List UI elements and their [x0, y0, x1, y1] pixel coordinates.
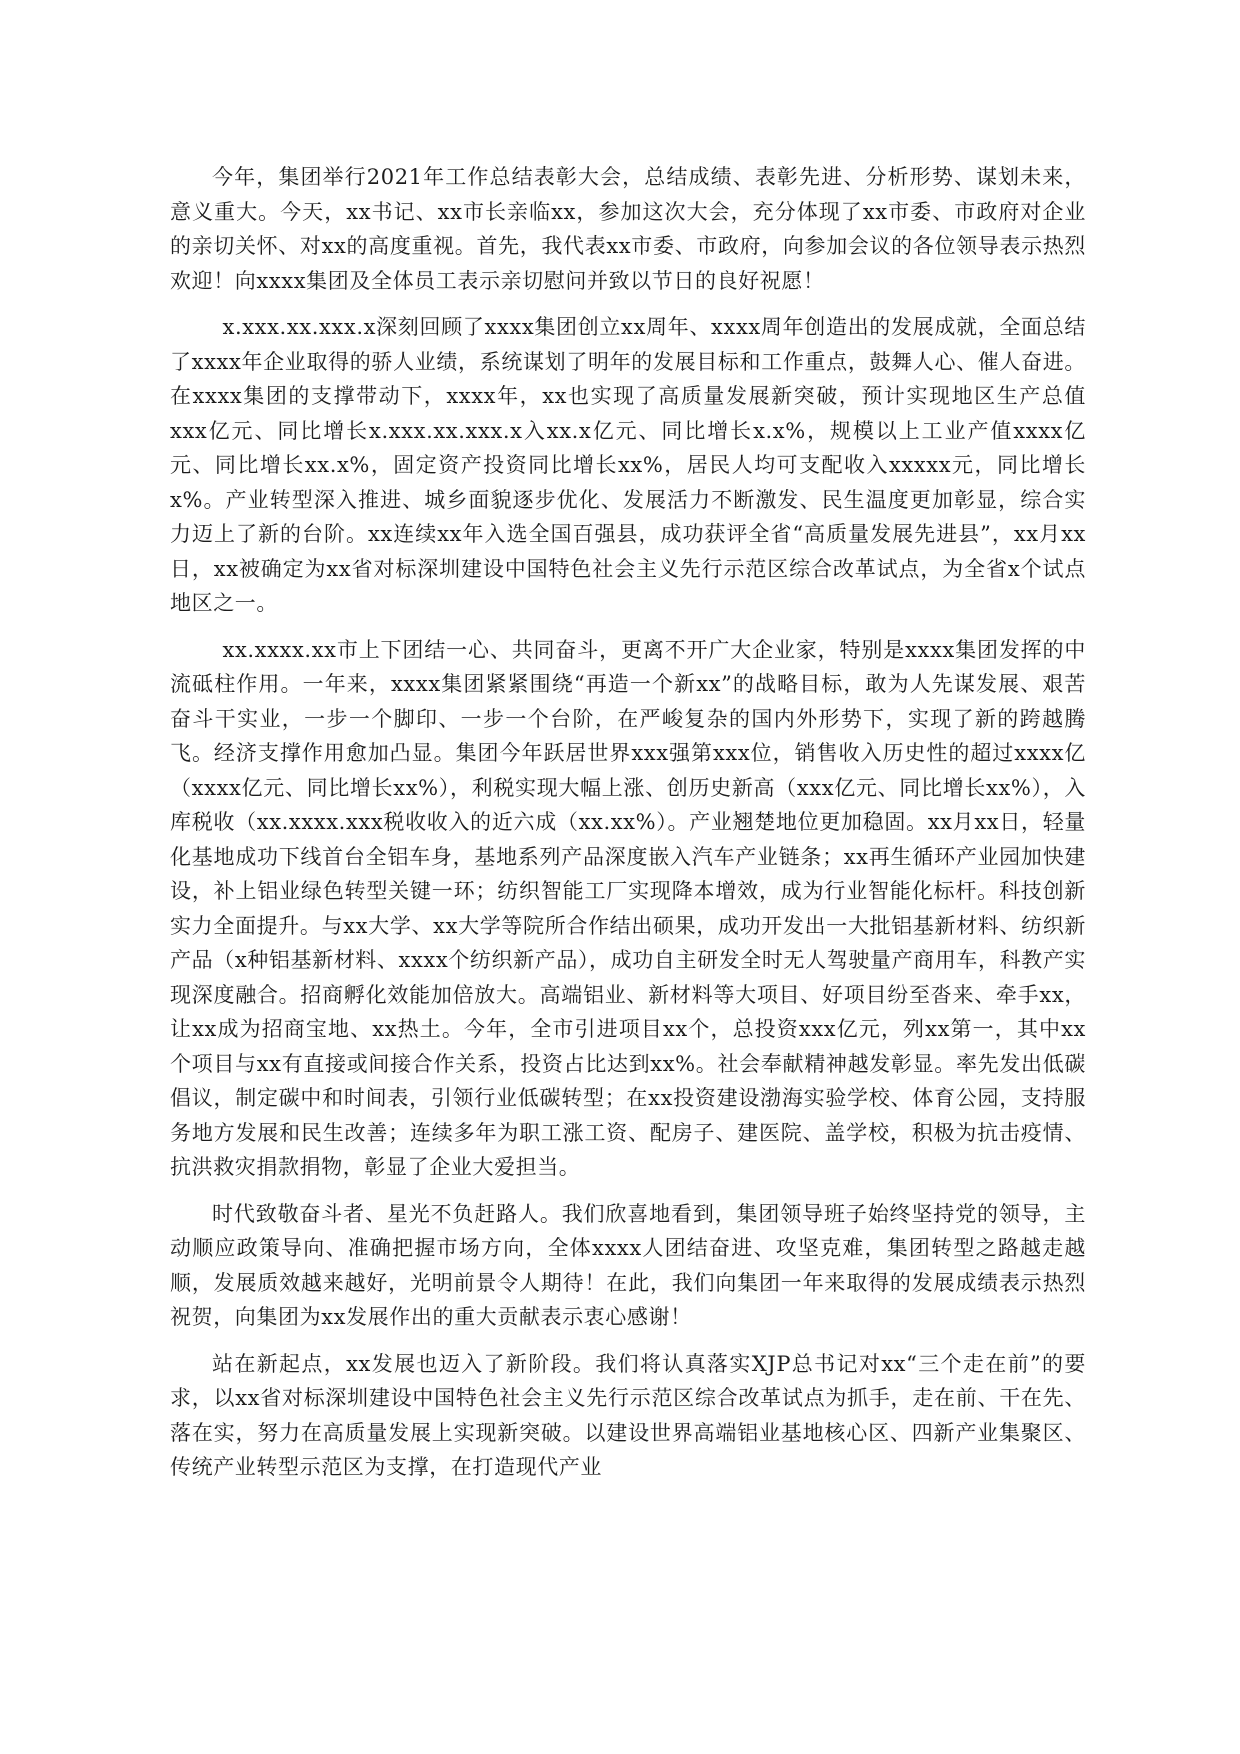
paragraph-opening: 今年，集团举行2021年工作总结表彰大会，总结成绩、表彰先进、分析形势、谋划未来，意义重大。今天，xx书记、xx市长亲临xx，参加这次大会，充分体现了xx市委、市政府对企业的亲切关怀、对xx的高度重视。首先，我代表xx市委、市政府，向参加会议的各位领导表示热烈欢迎！向xxxx集团及全体员工表示亲切慰问并致以节日的良好祝愿！	[170, 165, 1086, 293]
paragraph-new-stage: 站在新起点，xx发展也迈入了新阶段。我们将认真落实XJP总书记对xx“三个走在前”的要求，以xx省对标深圳建设中国特色社会主义先行示范区综合改革试点为抓手，走在前、干在先、落在实，努力在高质量发展上实现新突破。以建设世界高端铝业基地核心区、四新产业集聚区、传统产业转型示范区为支撑，在打造现代产业	[170, 1351, 1086, 1479]
paragraph-achievements: x.xxx.xx.xxx.x深刻回顾了xxxx集团创立xx周年、xxxx周年创造出的发展成就，全面总结了xxxx年企业取得的骄人业绩，系统谋划了明年的发展目标和工作重点，鼓舞人心、催人奋进。在xxxx集团的支撑带动下，xxxx年，xx也实现了高质量发展新突破，预计实现地区生产总值xxx亿元、同比增长x.xxx.xx.xxx.x入xx.x亿元、同比增长x.x%，规模以上工业产值xxxx亿元、同比增长xx.x%，固定资产投资同比增长xx%，居民人均可支配收入xxxxx元，同比增长x%。产业转型深入推进、城乡面貌逐步优化、发展活力不断激发、民生温度更加彰显，综合实力迈上了新的台阶。xx连续xx年入选全国百强县，成功获评全省“高质量发展先进县”，xx月xx日，xx被确定为xx省对标深圳建设中国特色社会主义先行示范区综合改革试点，为全省x个试点地区之一。	[170, 315, 1086, 615]
document-page	[170, 160, 1086, 1497]
paragraph-congratulations: 时代致敬奋斗者、星光不负赶路人。我们欣喜地看到，集团领导班子始终坚持党的领导，主动顺应政策导向、准确把握市场方向，全体xxxx人团结奋进、攻坚克难，集团转型之路越走越顺，发展质效越来越好，光明前景令人期待！在此，我们向集团一年来取得的发展成绩表示热烈祝贺，向集团为xx发展作出的重大贡献表示衷心感谢！	[170, 1201, 1086, 1329]
paragraph-group-contribution: xx.xxxx.xx市上下团结一心、共同奋斗，更离不开广大企业家，特别是xxxx集团发挥的中流砥柱作用。一年来，xxxx集团紧紧围绕“再造一个新xx”的战略目标，敢为人先谋发展、艰苦奋斗干实业，一步一个脚印、一步一个台阶，在严峻复杂的国内外形势下，实现了新的跨越腾飞。经济支撑作用愈加凸显。集团今年跃居世界xxx强第xxx位，销售收入历史性的超过xxxx亿（xxxx亿元、同比增长xx%），利税实现大幅上涨、创历史新高（xxx亿元、同比增长xx%），入库税收（xx.xxxx.xxx税收收入的近六成（xx.xx%）。产业翘楚地位更加稳固。xx月xx日，轻量化基地成功下线首台全铝车身，基地系列产品深度嵌入汽车产业链条；xx再生循环产业园加快建设，补上铝业绿色转型关键一环；纺织智能工厂实现降本增效，成为行业智能化标杆。科技创新实力全面提升。与xx大学、xx大学等院所合作结出硕果，成功开发出一大批铝基新材料、纺织新产品（x种铝基新材料、xxxx个纺织新产品），成功自主研发全时无人驾驶量产商用车，科教产实现深度融合。招商孵化效能加倍放大。高端铝业、新材料等大项目、好项目纷至沓来、牵手xx，让xx成为招商宝地、xx热土。今年，全市引进项目xx个，总投资xxx亿元，列xx第一，其中xx个项目与xx有直接或间接合作关系，投资占比达到xx%。社会奉献精神越发彰显。率先发出低碳倡议，制定碳中和时间表，引领行业低碳转型；在xx投资建设渤海实验学校、体育公园，支持服务地方发展和民生改善；连续多年为职工涨工资、配房子、建医院、盖学校，积极为抗击疫情、抗洪救灾捐款捐物，彰显了企业大爱担当。	[170, 637, 1086, 1179]
